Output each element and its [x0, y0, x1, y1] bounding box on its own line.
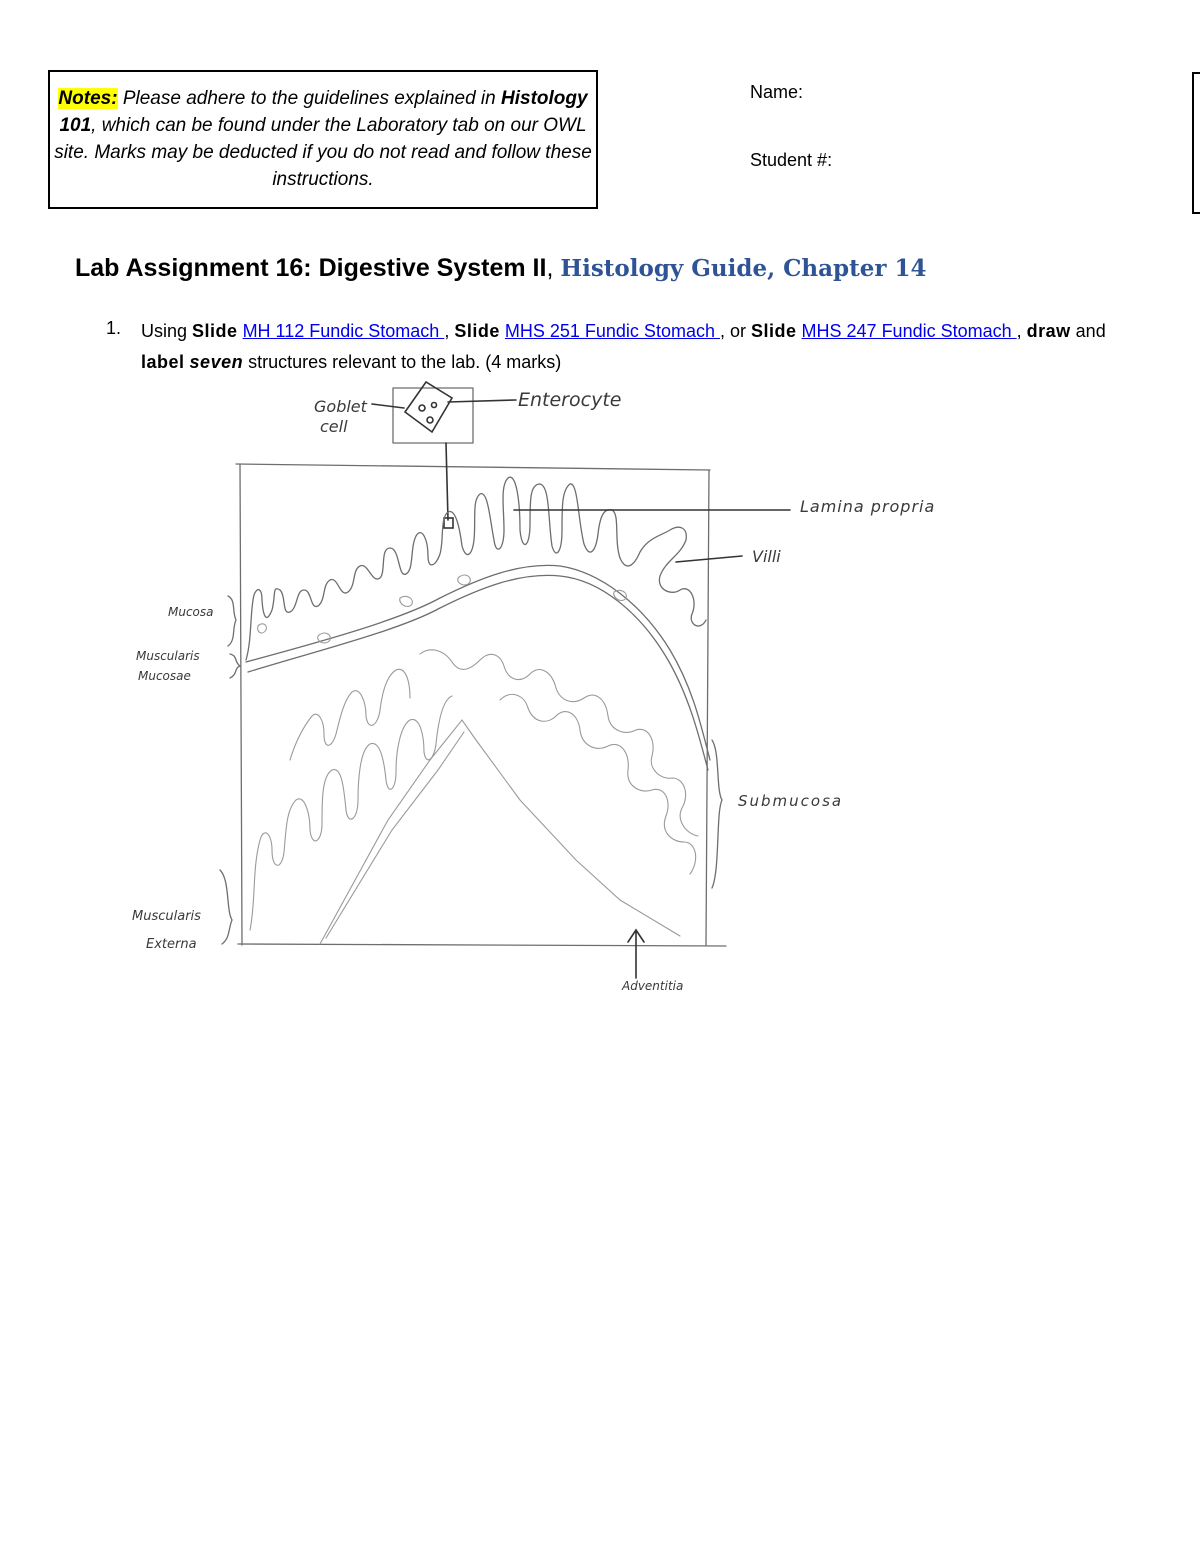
- slide-word-2: Slide: [454, 321, 500, 341]
- student-number-label: Student #:: [750, 150, 833, 170]
- notes-course: Histology 101: [59, 88, 588, 136]
- drawing-frame: [236, 464, 726, 946]
- question-intro: Using: [141, 321, 193, 341]
- slide-word-1: Slide: [192, 321, 238, 341]
- label-enterocyte: Enterocyte: [518, 389, 622, 411]
- question-rest: structures relevant to the lab. (4 marks): [243, 352, 562, 372]
- label-word: label: [141, 352, 185, 372]
- mucosa-villi: [246, 477, 710, 770]
- title-separator: ,: [546, 254, 561, 282]
- title-guide: Histology Guide, Chapter 14: [560, 255, 927, 282]
- slide-link-mhs247[interactable]: MHS 247 Fundic Stomach: [801, 321, 1017, 341]
- notes-label: Notes:: [58, 88, 118, 109]
- question-sep-2: , or: [719, 321, 751, 341]
- label-villi: Villi: [752, 547, 781, 566]
- slide-link-mhs251[interactable]: MHS 251 Fundic Stomach: [504, 321, 720, 341]
- label-adventitia: Adventitia: [622, 979, 684, 993]
- label-mucosa: Mucosa: [168, 605, 214, 619]
- notes-text-after: , which can be found under the Laboratory tab on our OWL site. Marks may be deducted if you do not read and follow these instructions.: [54, 115, 592, 190]
- draw-word: draw: [1026, 321, 1071, 341]
- label-leaders: [220, 510, 790, 978]
- label-muscularis-mucosae-1: Muscularis: [136, 649, 200, 663]
- and-word: and: [1070, 321, 1106, 341]
- question-sep-3: ,: [1016, 321, 1027, 341]
- label-goblet: Goblet: [314, 397, 367, 416]
- label-muscularis-externa-2: Externa: [146, 937, 197, 952]
- name-label: Name:: [750, 82, 804, 102]
- label-muscularis-externa-1: Muscularis: [132, 909, 201, 924]
- seven-word: seven: [189, 352, 244, 372]
- inset-box: [372, 382, 516, 528]
- question-number: 1.: [106, 318, 122, 338]
- label-submucosa: Submucosa: [738, 792, 844, 810]
- gastric-glands: [250, 650, 698, 930]
- label-goblet-cell: cell: [320, 417, 348, 436]
- question-sep-1: ,: [444, 321, 455, 341]
- label-lamina-propria: Lamina propria: [800, 497, 936, 516]
- slide-link-mh112[interactable]: MH 112 Fundic Stomach: [242, 321, 445, 341]
- title-main: Lab Assignment 16: Digestive System II: [75, 254, 547, 282]
- label-muscularis-mucosae-2: Mucosae: [138, 669, 191, 683]
- notes-text-before: Please adhere to the guidelines explained in: [117, 88, 501, 109]
- slide-word-3: Slide: [751, 321, 797, 341]
